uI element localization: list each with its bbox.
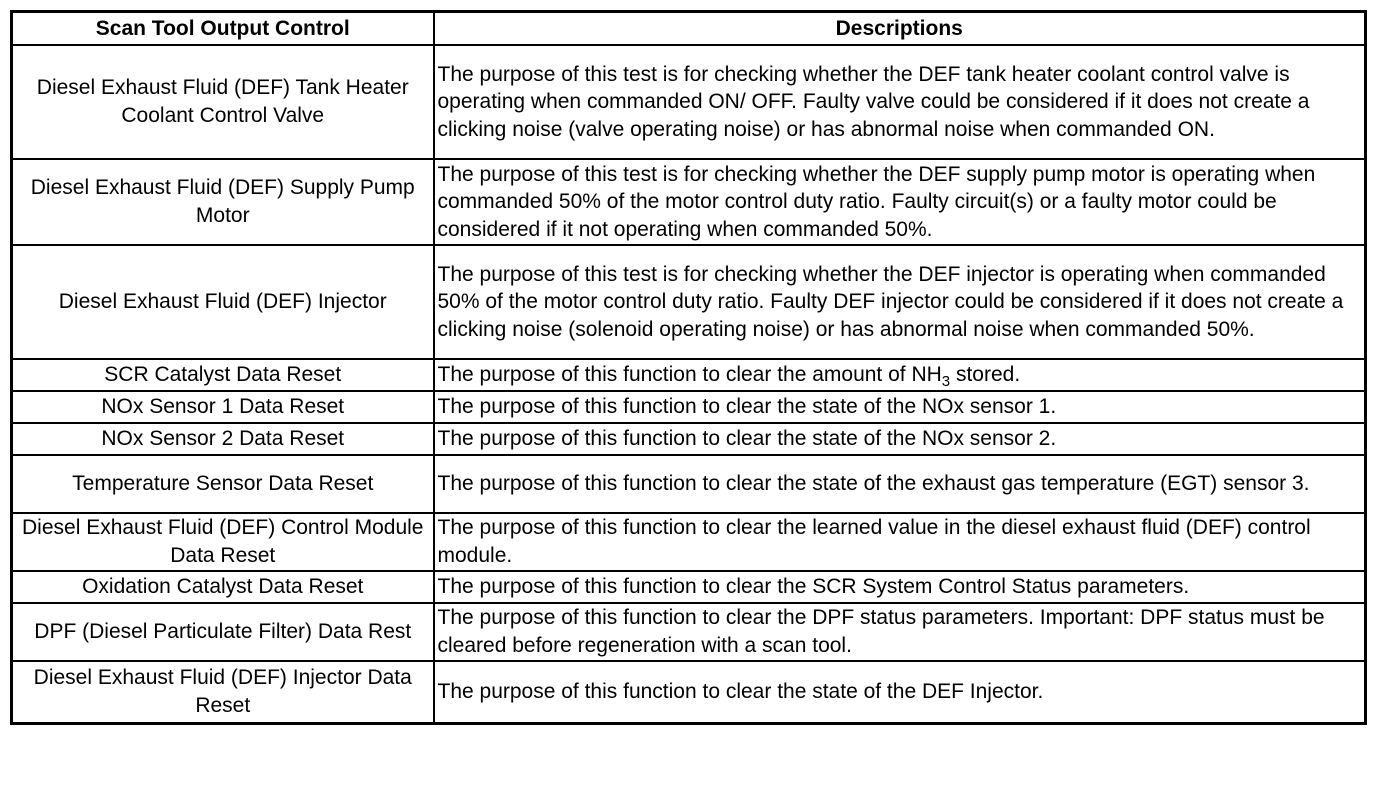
table-row — [12, 245, 1366, 359]
description-cell: The purpose of this function to clear the state of the DEF Injector. — [434, 661, 1366, 724]
control-cell: Diesel Exhaust Fluid (DEF) Injector Data Reset — [12, 661, 434, 724]
description-cell: The purpose of this test is for checking whether the DEF tank heater coolant control valve is operating when commanded ON/ OFF. Faulty valve could be considered if it does not create a clicking noise (valve operating noise) or has abnormal noise when commanded ON. — [434, 45, 1366, 159]
control-cell: DPF (Diesel Particulate Filter) Data Rest — [12, 603, 434, 661]
control-cell: Diesel Exhaust Fluid (DEF) Tank Heater Coolant Control Valve — [12, 45, 434, 159]
description-cell: The purpose of this function to clear the state of the NOx sensor 1. — [434, 391, 1366, 423]
table-row — [12, 661, 1366, 724]
description-cell — [434, 359, 1366, 391]
description-text: stored. — [950, 363, 1021, 387]
scan-tool-output-control-table-wrapper — [10, 10, 1364, 725]
description-cell: The purpose of this function to clear the SCR System Control Status parameters. — [434, 571, 1366, 603]
description-cell: The purpose of this function to clear the DPF status parameters. Important: DPF status must be cleared before regeneration with a scan tool. — [434, 603, 1366, 661]
control-cell: NOx Sensor 2 Data Reset — [12, 423, 434, 455]
table-row — [12, 359, 1366, 391]
table-row — [12, 571, 1366, 603]
table-row — [12, 455, 1366, 513]
header-scan-tool-output-control: Scan Tool Output Control — [12, 12, 434, 46]
description-cell: The purpose of this function to clear the state of the NOx sensor 2. — [434, 423, 1366, 455]
description-cell: The purpose of this function to clear the learned value in the diesel exhaust fluid (DEF) control module. — [434, 513, 1366, 571]
control-cell: NOx Sensor 1 Data Reset — [12, 391, 434, 423]
control-cell: Diesel Exhaust Fluid (DEF) Control Module Data Reset — [12, 513, 434, 571]
header-descriptions: Descriptions — [434, 12, 1366, 46]
description-cell: The purpose of this test is for checking whether the DEF supply pump motor is operating when commanded 50% of the motor control duty ratio. Faulty circuit(s) or a faulty motor could be considered if it not operating when commanded 50%. — [434, 159, 1366, 245]
subscript-3: 3 — [941, 373, 951, 391]
description-cell: The purpose of this test is for checking whether the DEF injector is operating when commanded 50% of the motor control duty ratio. Faulty DEF injector could be considered if it does not create a clicking noise (solenoid operating noise) or has abnormal noise when commanded 50%. — [434, 245, 1366, 359]
description-text: The purpose of this function to clear the amount of NH — [437, 363, 942, 387]
control-cell: Diesel Exhaust Fluid (DEF) Supply Pump Motor — [12, 159, 434, 245]
control-cell: Diesel Exhaust Fluid (DEF) Injector — [12, 245, 434, 359]
control-cell: Oxidation Catalyst Data Reset — [12, 571, 434, 603]
table-header-row — [12, 12, 1366, 46]
table-row — [12, 423, 1366, 455]
table-row — [12, 603, 1366, 661]
description-cell: The purpose of this function to clear the state of the exhaust gas temperature (EGT) sensor 3. — [434, 455, 1366, 513]
control-cell: Temperature Sensor Data Reset — [12, 455, 434, 513]
table-row — [12, 391, 1366, 423]
table-row — [12, 159, 1366, 245]
control-cell: SCR Catalyst Data Reset — [12, 359, 434, 391]
table-row — [12, 513, 1366, 571]
table-row — [12, 45, 1366, 159]
scan-tool-output-control-table — [10, 10, 1367, 725]
